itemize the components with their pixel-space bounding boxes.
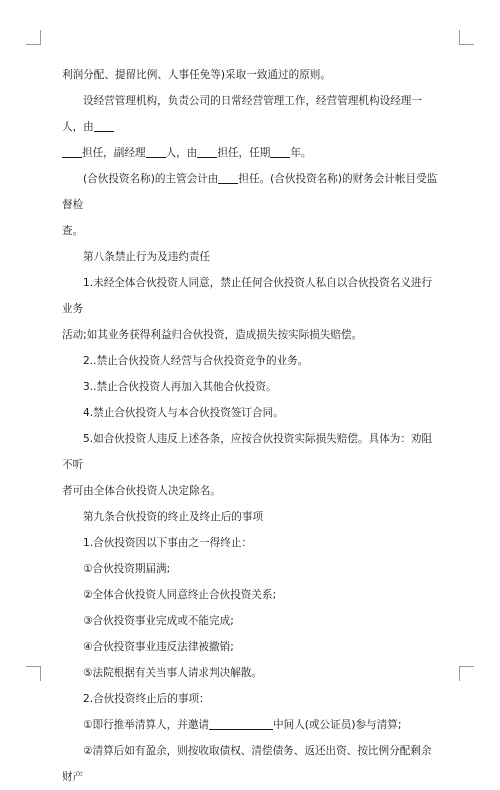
text-run: ①即行推举清算人，并邀请 [83,719,210,731]
crop-mark-top-right [459,30,474,45]
section-heading: 第八条禁止行为及违约责任 [83,251,211,263]
paragraph-line: 查。 [62,225,84,237]
paragraph-line: 3..禁止合伙投资人再加入其他合伙投资。 [83,381,277,393]
text-run: 担任。(合伙投资名称)的财务会计帐目受监督检 [62,173,438,211]
paragraph-line: 5.如合伙投资人违反上述各条，应按合伙投资实际损失赔偿。具体为：劝阻不听 [62,433,433,471]
paragraph-line: 1.合伙投资因以下事由之一得终止： [83,537,253,549]
list-item: ④合伙投资事业违反法律被撤销; [83,641,234,653]
paragraph-line: 2.合伙投资终止后的事项： [83,693,210,705]
list-item: ⑤法院根据有关当事人请求判决解散。 [83,667,262,679]
paragraph-line: 活动;如其业务获得利益归合伙投资，造成损失按实际损失赔偿。 [62,329,363,341]
list-item: ②全体合伙投资人同意终止合伙投资关系; [83,589,277,601]
crop-mark-top-left [26,30,41,45]
paragraph-line: 者可由全体合伙投资人决定除名。 [62,485,221,497]
text-run: (合伙投资名称)的主管会计由 [83,173,219,185]
blank-field [62,146,82,158]
crop-mark-bottom-left [26,666,41,681]
list-item: ②清算后如有盈余，则按收取债权、清偿债务、返还出资、按比例分配剩余财产 [62,745,432,783]
text-run: 担任，任期 [217,147,271,159]
blank-field [218,172,238,184]
text-run: 担任，副经理 [82,147,146,159]
paragraph-line: 4.禁止合伙投资人与本合伙投资签订合同。 [83,407,284,419]
list-item: ①合伙投资期届满; [83,563,171,575]
document-body [62,62,442,790]
blank-field [209,718,273,730]
blank-field [270,146,290,158]
paragraph-line [62,166,442,218]
blank-field [197,146,217,158]
paragraph-line: 1.未经全体合伙投资人同意，禁止任何合伙投资人私自以合伙投资名义进行业务 [62,277,433,315]
list-item: ③合伙投资事业完成或不能完成; [83,615,234,627]
section-heading: 第九条合伙投资的终止及终止后的事项 [83,511,264,523]
paragraph-line: 利润分配、提留比例、人事任免等)采取一致通过的原则。 [62,69,331,81]
paragraph-line [62,140,442,166]
text-run: 年。 [290,147,312,159]
text-run: 中间人(或公证员)参与清算; [273,719,402,731]
list-item [62,712,442,738]
text-run: 设经营管理机构，负责公司的日常经营管理工作，经营管理机构设经理一人，由 [62,95,422,133]
text-run: 人，由 [165,147,198,159]
paragraph-line: 2..禁止合伙投资人经营与合伙投资竞争的业务。 [83,355,309,367]
blank-field [94,120,114,132]
paragraph-line [62,88,442,140]
crop-mark-bottom-right [459,666,474,681]
blank-field [146,146,166,158]
